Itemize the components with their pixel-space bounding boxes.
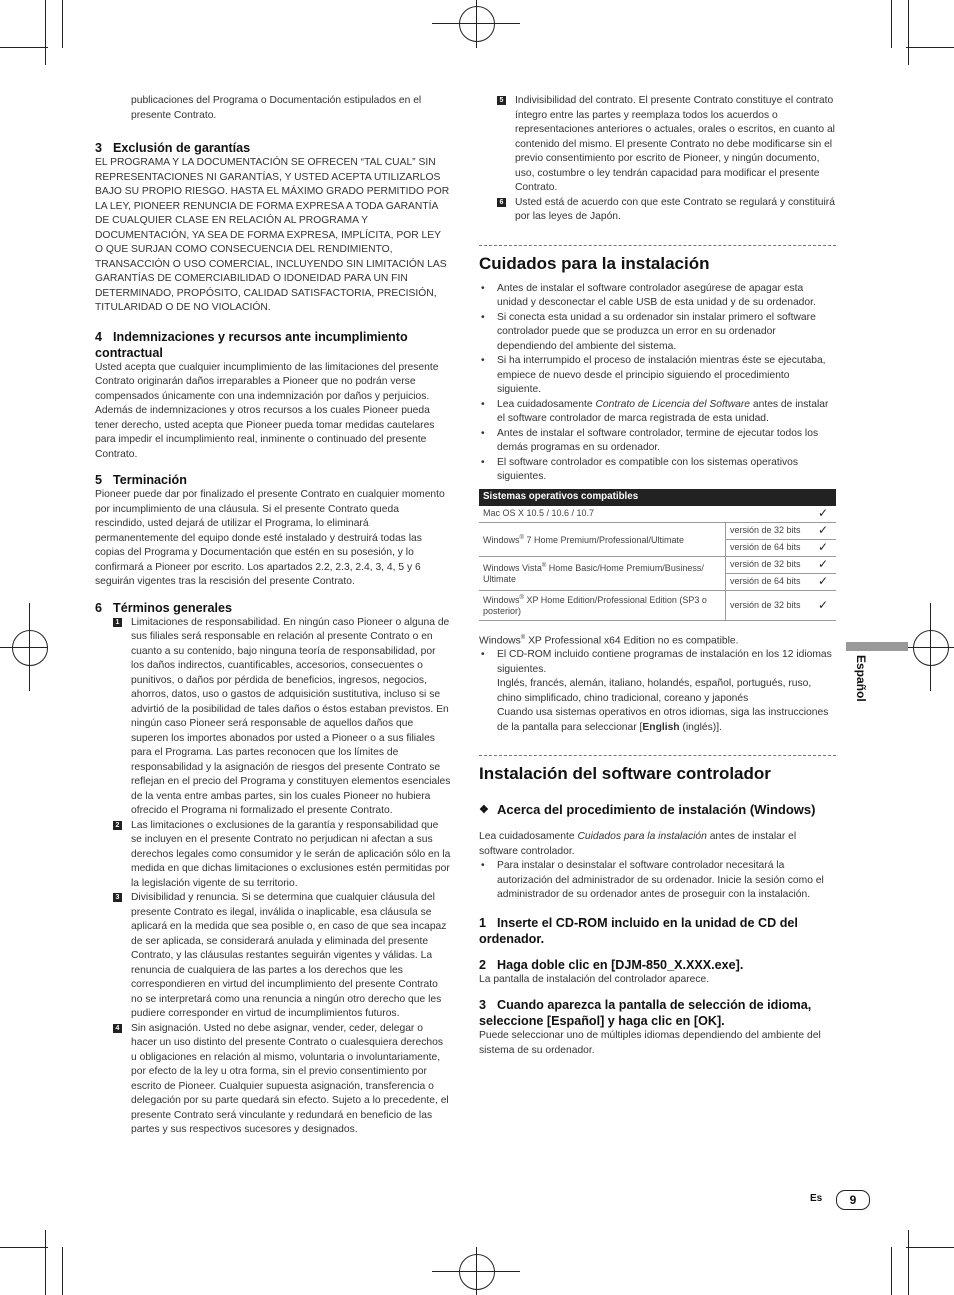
table-row: versión de 64 bits ✓ (479, 573, 836, 590)
check-icon: ✓ (810, 573, 836, 590)
bullet-item: • Si ha interrumpido el proceso de instalación mientras éste se ejecutaba, empiece de nuevo desde el principio siguiendo el procedimiento siguiente. (479, 354, 836, 398)
bullet-item: • Si conecta esta unidad a su ordenador sin instalar primero el software controlador puede que se produzca un error en su ordenador dependiendo del ambiente del sistema. (479, 311, 836, 355)
table-row: Mac OS X 10.5 / 10.6 / 10.7 ✓ (479, 506, 836, 523)
languages-list: Inglés, francés, alemán, italiano, holandés, español, portugués, ruso, chino simplificado, chino tradicional, coreano y japonés (497, 678, 812, 704)
left-column (95, 94, 451, 1138)
side-language-label: Español (854, 655, 868, 702)
check-icon: ✓ (810, 506, 836, 523)
cuidados-heading: Cuidados para la instalación (479, 253, 710, 273)
section-4-heading: 4 Indemnizaciones y recursos ante incumplimiento contractual (95, 329, 408, 360)
list-item: 6 Usted está de acuerdo con que este Contrato se regulará y constituirá por las leyes de Japón. (479, 196, 836, 225)
bullet-item: • Para instalar o desinstalar el software controlador necesitará la autorización del administrador de su ordenador. Inicie la sesión como el administrador de su ordenador antes de proseguir con la instalación. (479, 859, 836, 903)
bullet-item: • El software controlador es compatible con los sistemas operativos siguientes. (479, 456, 836, 485)
bullet-item: • Lea cuidadosamente Contrato de Licencia del Software antes de instalar el software controlador de marca registrada de esta unidad. (479, 398, 836, 427)
table-header: Sistemas operativos compatibles (479, 489, 836, 506)
intro-text: publicaciones del Programa o Documentación estipulados en el presente Contrato. (131, 95, 422, 121)
table-row: Windows® 7 Home Premium/Professional/Ultimate versión de 32 bits ✓ (479, 522, 836, 539)
intro-paragraph: Lea cuidadosamente Cuidados para la instalación antes de instalar el software controlador. (479, 831, 797, 857)
table-row: Windows® XP Home Edition/Professional Edition (SP3 o posterior) versión de 32 bits ✓ (479, 590, 836, 620)
bullet-item: • Antes de instalar el software controlador asegúrese de apagar esta unidad y desconectar el cable USB de esta unidad y de su ordenador. (479, 282, 836, 311)
step-2-heading: 2 Haga doble clic en [DJM-850_X.XXX.exe]. (479, 957, 744, 972)
step-2-body: La pantalla de instalación del controlador aparece. (479, 973, 710, 985)
check-icon: ✓ (810, 590, 836, 620)
section-divider (479, 245, 836, 246)
list-item: 1 Limitaciones de responsabilidad. En ningún caso Pioneer o alguna de sus filiales será responsable en relación al presente Contrato o en cuanto a su contenido, bajo ninguna teoría de responsabilidad, por los daños indirectos, cuantificables, accesorios, consecuentes o punitivos, o daños por pérdida de beneficios, ingresos, negocios, ahorros, datos, uso o gastos de adquisición sustitutiva, incluso si se advirtió de la posibilidad de tales daños o éstos estaban previstos. En ningún caso Pioneer será responsable de aquellos daños que superen los importes abonados por usted a Pioneer o a sus filiales para el Programa. Las partes reconocen que los límites de responsabilidad y la asignación de riesgos del presente Contrato se reflejan en el precio del Programa y constituyen elementos esenciales de la venta entre ambas partes, sin los cuales Pioneer no hubiera ofrecido el Programa ni formalizado el presente Contrato. (95, 616, 451, 819)
xp-x64-note: Windows® XP Professional x64 Edition no es compatible. (479, 634, 739, 646)
section-divider (479, 755, 836, 756)
bullet-item: • Antes de instalar el software controlador, termine de ejecutar todos los demás programas en su ordenador. (479, 427, 836, 456)
section-5-heading: 5 Terminación (95, 473, 187, 487)
check-icon: ✓ (810, 539, 836, 556)
section-3-body: EL PROGRAMA Y LA DOCUMENTACIÓN SE OFRECEN “TAL CUAL” SIN REPRESENTACIONES NI GARANTÍAS, Y USTED ACEPTA UTILIZARLOS BAJO SU PROPIO RIESGO. HASTA EL MÁXIMO GRADO PERMITIDO POR LA LEY, PIONEER RENUNCIA DE FORMA EXPRESA A TODA GARANTÍA DE CUALQUIER CLASE EN RELACIÓN AL PROGRAMA Y DOCUMENTACIÓN, YA SEA DE FORMA EXPRESA, IMPLÍCITA, POR LEY O QUE SURJAN COMO CONSECUENCIA DEL RENDIMIENTO, TRANSACCIÓN O USO COMERCIAL, INCLUYENDO SIN LIMITACIÓN LAS GARANTÍAS DE COMERCIABILIDAD O IDONEIDAD PARA UN FIN DETERMINADO, PROPÓSITO, CALIDAD SATISFACTORIA, PRECISIÓN, TITULARIDAD O DE NO VIOLACIÓN. (95, 157, 450, 313)
table-row: Windows Vista® Home Basic/Home Premium/Business/ Ultimate versión de 32 bits ✓ (479, 556, 836, 573)
section-3-heading: 3 Exclusión de garantías (95, 141, 251, 155)
diamond-icon: ❖ (479, 804, 489, 817)
section-5-body: Pioneer puede dar por finalizado el presente Contrato en cualquier momento por incumplimiento de una cláusula. Si el presente Contrato queda rescindido, usted dejará de utilizar el Programa, lo eliminará permanentemente del equipo donde esté instalado y destruirá todas las copias del Programa y Documentación que estén en su posesión, y lo confirmará a Pioneer por escrito. Los apartados 2.2, 2.3, 2.4, 3, 4, 5 y 6 seguirán vigentes tras la rescisión del presente Contrato. (95, 489, 445, 587)
instalacion-heading: Instalación del software controlador (479, 764, 771, 784)
list-item: 3 Divisibilidad y renuncia. Si se determina que cualquier cláusula del presente Contrato es ilegal, inválida o inaplicable, esa cláusula se aplicará en la medida que sea posible o, en caso de que sea incapaz de ser aplicada, se considerará anulada y eliminada del presente Contrato, y las cláusulas restantes seguirán vigentes y válidas. La renuncia de cualquiera de las partes a los derechos que les correspondieren en virtud del incumplimiento del presente Contrato no se interpretará como una renuncia a ningún otro derecho que les pudiere corresponder en virtud de incumplimientos futuros. (95, 891, 451, 1022)
section-4-body: Usted acepta que cualquier incumplimiento de las limitaciones del presente Contrato originarán daños irreparables a Pioneer que no podrán verse compensados únicamente con una indemnización por daños y perjuicios. Además de indemnizaciones y otros recursos a los cuales Pioneer pueda tener derecho, usted acepta que Pioneer pueda tomar medidas cautelares para impedir el incumplimiento real, inminente o continuado del presente Contrato. (95, 361, 439, 460)
os-compat-table (479, 489, 836, 621)
list-item: 5 Indivisibilidad del contrato. El presente Contrato constituye el contrato íntegro entre las partes y reemplaza todos los acuerdos o representaciones anteriores o actuales, orales o escritos, en cuanto al contenido del mismo. El presente Contrato no debe modificarse sin el previo consentimiento por escrito de Pioneer, y ningún documento, uso, costumbre o ley tendrán capacidad para modificar el presente Contrato. (479, 94, 836, 196)
list-item: 4 Sin asignación. Usted no debe asignar, vender, ceder, delegar o hacer un uso distinto del presente Contrato o cualesquiera derechos u obligaciones en relación al mismo, voluntaria o involuntariamente, por efecto de la ley u otra forma, sin el previo consentimiento por escrito de Pioneer. Cualquier supuesta asignación, transferencia o delegación por su parte quedará sin efecto. Sujeto a lo precedente, el presente Contrato será vinculante y redundará en beneficio de las partes y sus respectivos sucesores y designados. (95, 1022, 451, 1138)
section-6-heading: 6 Términos generales (95, 600, 232, 615)
bullet-item: • El CD-ROM incluido contiene programas de instalación en los 12 idiomas siguientes. (479, 648, 836, 677)
footer-language: Es (810, 1193, 823, 1204)
other-languages-note: Cuando usa sistemas operativos en otros idiomas, siga las instrucciones de la pantalla para seleccionar [English (inglés)]. (497, 707, 829, 733)
check-icon: ✓ (810, 556, 836, 573)
side-tab-bar (846, 642, 908, 651)
step-3-heading: 3 Cuando aparezca la pantalla de selección de idioma, seleccione [Español] y haga clic en [OK]. (479, 998, 812, 1029)
step-3-body: Puede seleccionar uno de múltiples idiomas dependiendo del ambiente del sistema de su ordenador. (479, 1030, 821, 1056)
table-row: versión de 64 bits ✓ (479, 539, 836, 556)
procedure-subheading: ❖ Acerca del procedimiento de instalación (Windows) (479, 802, 816, 818)
right-column (479, 94, 836, 1058)
step-1-heading: 1 Inserte el CD-ROM incluido en la unidad de CD del ordenador. (479, 915, 798, 946)
check-icon: ✓ (810, 522, 836, 539)
page-number: 9 (836, 1190, 870, 1210)
list-item: 2 Las limitaciones o exclusiones de la garantía y responsabilidad que se incluyen en el presente Contrato no perjudican ni afectan a sus derechos legales como consumidor y le serán de aplicación sólo en la medida en que dichas limitaciones o exclusiones estén permitidas por la legislación vigente de su territorio. (95, 819, 451, 892)
